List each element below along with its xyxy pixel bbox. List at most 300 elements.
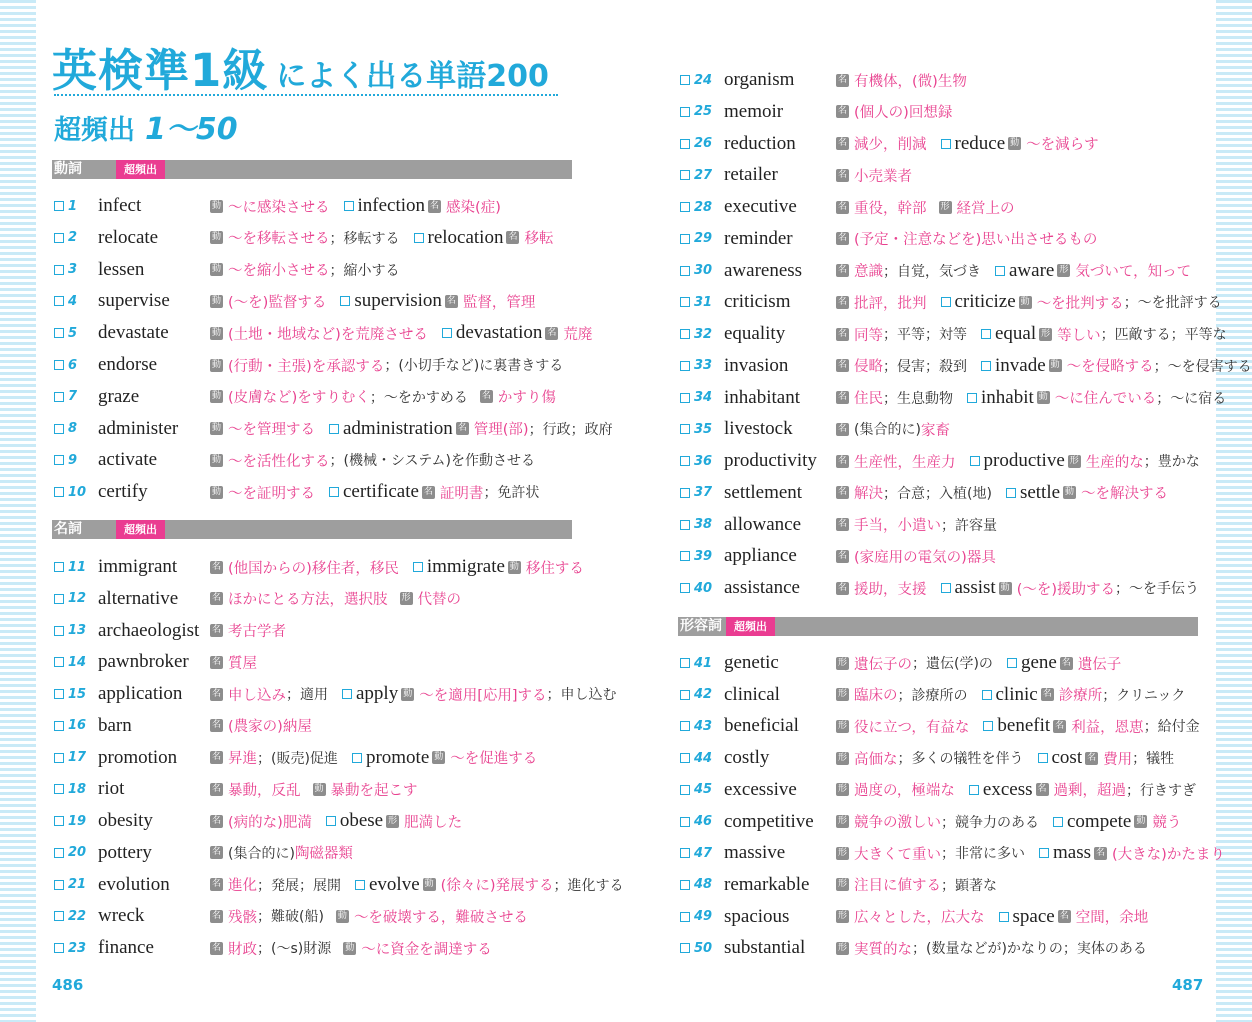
entry-number: 15 [68, 686, 87, 702]
study-checkbox[interactable] [54, 784, 64, 794]
entry-number: 34 [694, 390, 713, 405]
entry-number: 26 [694, 136, 713, 151]
section-header-adjectives [678, 617, 1198, 636]
headword: devastate [98, 322, 169, 344]
related-word: invade [995, 354, 1046, 376]
part-of-speech-icon: 動 [1010, 138, 1020, 148]
meaning-primary: 申し込み [228, 687, 286, 704]
meaning-secondary: ；行政；政府 [528, 421, 613, 438]
related-word: equal [995, 323, 1037, 344]
word-entry [54, 617, 286, 645]
entry-definition [824, 684, 1185, 706]
meaning-secondary: ；遺伝(学)の [912, 656, 993, 672]
entry-number: 40 [694, 580, 713, 596]
entry-definition [824, 938, 1147, 959]
part-of-speech-icon: 名 [211, 783, 221, 794]
study-checkbox[interactable] [54, 911, 64, 921]
entry-definition [824, 482, 1168, 504]
study-checkbox[interactable] [680, 583, 690, 593]
meaning-primary: 手当，小遣い [854, 518, 941, 534]
headword: endorse [98, 354, 158, 375]
part-of-speech-icon: 名 [837, 233, 847, 244]
word-entry [54, 553, 584, 581]
related-word: settle [1019, 481, 1061, 503]
title-main: 英検準1級 [52, 44, 269, 97]
related-checkbox[interactable] [340, 296, 350, 306]
meaning-primary: (個人の)回想録 [854, 105, 953, 122]
meaning-primary: 同等 [854, 327, 883, 344]
meaning-primary: 質屋 [228, 655, 257, 672]
word-entry [54, 446, 535, 474]
part-of-speech-icon: 名 [1037, 784, 1047, 795]
headword: relocate [98, 226, 159, 248]
headword: beneficial [724, 715, 799, 737]
related-checkbox[interactable] [981, 329, 991, 339]
entry-definition [824, 228, 1097, 249]
entry-number: 49 [694, 909, 713, 925]
related-checkbox[interactable] [999, 912, 1009, 922]
entry-number: 37 [694, 485, 713, 501]
related-word: administration [343, 417, 453, 439]
part-of-speech-icon: 名 [837, 201, 847, 212]
related-word: inhabit [981, 386, 1034, 408]
related-checkbox[interactable] [342, 689, 352, 699]
part-of-speech-icon: 名 [837, 392, 847, 402]
headword: barn [98, 714, 132, 736]
related-checkbox[interactable] [982, 690, 992, 700]
meaning-primary: 〜を適用[応用]する [419, 687, 547, 704]
headword: allowance [724, 513, 802, 535]
study-checkbox[interactable] [54, 562, 64, 572]
meaning-primary: ほかにとる方法，選択肢 [228, 592, 388, 609]
part-of-speech-icon: 名 [837, 487, 847, 498]
part-of-speech-icon: 名 [837, 423, 847, 434]
study-checkbox[interactable] [54, 657, 64, 667]
part-of-speech-icon: 形 [837, 689, 847, 700]
entry-definition [198, 556, 584, 578]
meaning-primary: (〜を)援助する [1016, 581, 1116, 598]
related-word: clinic [995, 683, 1038, 705]
subtitle-range: 1〜50 [145, 112, 238, 147]
related-word: relocation [427, 226, 504, 248]
headword: evolution [98, 873, 170, 895]
part-of-speech-icon: 動 [1065, 487, 1075, 498]
entry-definition [824, 70, 967, 91]
part-of-speech-icon: 動 [403, 688, 413, 699]
word-entry [680, 649, 1121, 677]
entry-definition [198, 842, 353, 863]
section-category: 形容詞 [680, 618, 722, 634]
study-checkbox[interactable] [680, 297, 690, 307]
headword: equality [724, 323, 786, 344]
meaning-secondary: ；競争力のある [941, 814, 1039, 831]
meaning-primary: 生産的な [1085, 454, 1144, 471]
part-of-speech-icon: 動 [211, 391, 221, 402]
part-of-speech-icon: 動 [434, 752, 444, 762]
study-checkbox[interactable] [54, 328, 64, 338]
entry-number: 32 [694, 326, 713, 342]
meaning-primary: (農家の)納屋 [228, 719, 312, 736]
part-of-speech-icon: 名 [837, 138, 847, 148]
related-checkbox[interactable] [326, 816, 336, 826]
part-of-speech-icon: 形 [837, 657, 847, 668]
part-of-speech-icon: 名 [423, 486, 433, 497]
meaning-secondary: ；適用 [286, 687, 328, 703]
meaning-secondary: ；〜をかすめる [369, 389, 468, 406]
part-of-speech-icon: 名 [211, 625, 221, 635]
entry-definition [198, 322, 592, 344]
meaning-primary: 移転 [524, 231, 554, 248]
meaning-primary: 昇進 [228, 751, 257, 767]
study-checkbox[interactable] [680, 880, 690, 890]
related-checkbox[interactable] [355, 880, 365, 890]
meaning-primary: (病的な)肥満 [228, 814, 312, 831]
entry-definition [824, 811, 1181, 833]
entry-number: 16 [68, 718, 87, 734]
related-checkbox[interactable] [352, 753, 362, 763]
meaning-secondary: ；〜を侵害する [1153, 358, 1252, 375]
part-of-speech-icon: 名 [837, 550, 847, 561]
meaning-primary: 注目に値する [854, 878, 941, 895]
meaning-primary: 広々とした，広大な [854, 910, 985, 927]
meaning-primary: 暴動を起こす [330, 782, 418, 799]
headword: riot [98, 778, 125, 800]
study-checkbox[interactable] [680, 170, 690, 180]
study-checkbox[interactable] [54, 626, 64, 636]
entry-definition [824, 906, 1148, 928]
related-checkbox[interactable] [969, 785, 979, 795]
entry-definition [198, 418, 613, 440]
related-word: mass [1053, 842, 1091, 864]
headword: supervise [98, 290, 170, 312]
related-checkbox[interactable] [983, 721, 993, 731]
word-entry [54, 744, 537, 772]
study-checkbox[interactable] [680, 785, 690, 795]
meaning-primary: 過度の，極端な [854, 783, 955, 800]
entry-definition [198, 747, 537, 769]
study-checkbox[interactable] [680, 912, 690, 922]
headword: settlement [724, 481, 803, 503]
entry-definition [198, 874, 623, 896]
section-category: 名詞 [54, 521, 82, 537]
meaning-primary: 〜を管理する [228, 422, 315, 439]
related-checkbox[interactable] [941, 583, 951, 593]
study-checkbox[interactable] [54, 265, 64, 275]
meaning-secondary: ；クリニック [1102, 687, 1186, 704]
study-checkbox[interactable] [54, 296, 64, 306]
entry-definition [198, 450, 535, 471]
part-of-speech-icon: 動 [345, 942, 355, 953]
related-checkbox[interactable] [442, 328, 452, 338]
meaning-primary: かすり傷 [497, 390, 556, 407]
meaning-secondary: ；申し込む [546, 687, 617, 703]
meaning-primary: 費用 [1103, 751, 1133, 768]
meaning-primary: 臨床の [854, 688, 898, 705]
word-entry [54, 902, 528, 930]
related-checkbox[interactable] [1053, 817, 1063, 827]
meaning-primary: 感染(症) [446, 199, 501, 216]
related-checkbox[interactable] [1006, 488, 1016, 498]
meaning-primary: (〜を)監督する [228, 294, 327, 311]
meaning-secondary: ；(機械・システム)を作動させる [329, 453, 536, 470]
entry-definition [198, 588, 461, 609]
word-entry [680, 744, 1174, 772]
study-checkbox[interactable] [680, 488, 690, 498]
related-checkbox[interactable] [413, 562, 423, 572]
related-checkbox[interactable] [941, 139, 951, 149]
entry-number: 48 [694, 877, 713, 893]
meaning-primary: 〜に資金を調達する [361, 941, 492, 958]
meaning-primary: 〜を促進する [450, 751, 538, 767]
meaning-secondary: ；縮小する [329, 262, 400, 279]
entry-number: 27 [694, 167, 713, 183]
study-checkbox[interactable] [54, 392, 64, 402]
study-checkbox[interactable] [680, 329, 690, 339]
part-of-speech-icon: 名 [211, 688, 221, 699]
entry-definition [198, 620, 286, 641]
related-checkbox[interactable] [967, 393, 977, 403]
meaning-secondary: (集合的に) [228, 845, 295, 862]
word-entry [54, 383, 556, 411]
related-word: apply [356, 683, 399, 704]
word-entry [680, 447, 1200, 475]
related-checkbox[interactable] [1007, 658, 1017, 668]
study-checkbox[interactable] [680, 202, 690, 212]
entry-number: 11 [68, 559, 87, 575]
related-checkbox[interactable] [981, 361, 991, 371]
related-checkbox[interactable] [414, 233, 424, 243]
page-number-right: 487 [1172, 976, 1204, 994]
entry-number: 29 [694, 231, 713, 247]
left-stripe-border [0, 0, 36, 1022]
entry-definition [824, 546, 996, 567]
part-of-speech-icon: 名 [211, 656, 221, 667]
related-word: infection [357, 195, 426, 216]
study-checkbox[interactable] [54, 487, 64, 497]
entry-number: 44 [694, 750, 713, 766]
meaning-primary: 〜を縮小させる [228, 263, 330, 280]
word-entry [680, 934, 1147, 962]
headword: invasion [724, 354, 789, 376]
study-checkbox[interactable] [54, 848, 64, 858]
related-checkbox[interactable] [941, 297, 951, 307]
study-checkbox[interactable] [680, 817, 690, 827]
study-checkbox[interactable] [680, 551, 690, 561]
word-entry [680, 415, 950, 443]
meaning-primary: 小売業者 [854, 168, 912, 185]
meaning-primary: 陶磁器類 [294, 846, 353, 863]
study-checkbox[interactable] [54, 721, 64, 731]
part-of-speech-icon: 動 [1000, 582, 1010, 593]
study-checkbox[interactable] [680, 361, 690, 371]
meaning-primary: 〜を移転させる [228, 231, 330, 248]
part-of-speech-icon: 名 [1055, 720, 1065, 731]
headword: alternative [98, 587, 179, 609]
part-of-speech-icon: 名 [430, 200, 440, 211]
entry-definition [824, 419, 950, 440]
study-checkbox[interactable] [680, 424, 690, 434]
page-number-left: 486 [52, 976, 84, 994]
headword: spacious [724, 905, 790, 927]
title-rest: によく出る単語200 [276, 59, 549, 94]
part-of-speech-icon: 形 [1059, 265, 1069, 275]
entry-definition [824, 133, 1099, 155]
entry-definition [824, 197, 1015, 218]
meaning-primary: 意識 [854, 264, 883, 280]
part-of-speech-icon: 動 [509, 561, 519, 572]
part-of-speech-icon: 動 [1020, 296, 1030, 307]
study-checkbox[interactable] [54, 455, 64, 465]
part-of-speech-icon: 名 [837, 360, 847, 371]
meaning-primary: 援助，支援 [854, 581, 927, 598]
meaning-secondary: ；進化する [553, 877, 624, 894]
entry-number: 33 [694, 358, 713, 374]
related-checkbox[interactable] [970, 456, 980, 466]
word-entry [680, 479, 1168, 507]
word-entry [680, 903, 1148, 931]
study-checkbox[interactable] [680, 943, 690, 953]
entry-number: 17 [68, 750, 87, 765]
meaning-primary: 侵略 [854, 359, 883, 376]
entry-number: 31 [694, 294, 713, 310]
headword: reminder [724, 227, 793, 249]
related-checkbox[interactable] [1038, 753, 1048, 763]
meaning-secondary: ；発展；展開 [257, 877, 341, 894]
meaning-primary: (行動・主張)を承認する [228, 358, 385, 375]
study-checkbox[interactable] [680, 75, 690, 85]
word-entry [54, 478, 539, 506]
meaning-primary: 証明書 [439, 485, 484, 502]
study-checkbox[interactable] [680, 753, 690, 763]
related-word: criticize [954, 291, 1016, 313]
related-checkbox[interactable] [329, 424, 339, 434]
related-checkbox[interactable] [329, 487, 339, 497]
headword: competitive [724, 810, 814, 832]
entry-definition [824, 842, 1225, 864]
part-of-speech-icon: 名 [1095, 847, 1105, 858]
study-checkbox[interactable] [54, 943, 64, 953]
part-of-speech-icon: 動 [211, 454, 221, 465]
headword: reduction [724, 132, 796, 154]
part-of-speech-icon: 動 [1038, 392, 1048, 402]
part-of-speech-icon: 動 [211, 486, 221, 497]
part-of-speech-icon: 形 [837, 720, 847, 731]
word-entry [54, 648, 257, 676]
study-checkbox[interactable] [680, 139, 690, 149]
part-of-speech-icon: 形 [1041, 328, 1051, 339]
study-checkbox[interactable] [680, 107, 690, 117]
related-checkbox[interactable] [995, 266, 1005, 276]
part-of-speech-icon: 名 [837, 296, 847, 307]
part-of-speech-icon: 名 [457, 423, 467, 434]
study-checkbox[interactable] [680, 690, 690, 700]
study-checkbox[interactable] [680, 721, 690, 731]
part-of-speech-icon: 動 [211, 327, 221, 338]
study-checkbox[interactable] [54, 360, 64, 370]
headword: retailer [724, 164, 778, 186]
meaning-secondary: ；匹敵する；平等な [1100, 327, 1227, 343]
word-entry [680, 776, 1196, 804]
meaning-primary: 等しい [1057, 327, 1101, 344]
part-of-speech-icon: 動 [314, 783, 324, 794]
section-header-nouns [52, 520, 572, 539]
word-entry [680, 681, 1185, 709]
related-checkbox[interactable] [344, 201, 354, 211]
entry-number: 36 [694, 453, 713, 469]
study-checkbox[interactable] [54, 880, 64, 890]
headword: awareness [724, 259, 803, 281]
meaning-secondary: ；平等；対等 [883, 327, 967, 343]
meaning-primary: 〜を証明する [228, 485, 315, 502]
meaning-primary: 高価な [854, 751, 898, 768]
meaning-primary: 住民 [854, 391, 883, 407]
word-entry [680, 288, 1222, 316]
entry-definition [824, 652, 1121, 674]
study-checkbox[interactable] [54, 594, 64, 604]
headword: lessen [98, 258, 145, 280]
study-checkbox[interactable] [680, 848, 690, 858]
headword: application [98, 683, 183, 704]
word-entry [680, 66, 967, 94]
headword: archaeologist [98, 619, 200, 641]
headword: appliance [724, 545, 797, 567]
study-checkbox[interactable] [54, 689, 64, 699]
headword: remarkable [724, 873, 810, 895]
part-of-speech-icon: 名 [837, 265, 847, 275]
study-checkbox[interactable] [54, 424, 64, 434]
study-checkbox[interactable] [54, 201, 64, 211]
study-checkbox[interactable] [680, 234, 690, 244]
meaning-primary: 有機体，(微)生物 [854, 73, 967, 90]
entry-definition [198, 227, 553, 249]
meaning-secondary: (集合的に) [854, 422, 921, 439]
related-checkbox[interactable] [1039, 848, 1049, 858]
study-checkbox[interactable] [680, 658, 690, 668]
study-checkbox[interactable] [54, 233, 64, 243]
part-of-speech-icon: 動 [211, 264, 221, 275]
study-checkbox[interactable] [680, 456, 690, 466]
entry-definition [198, 715, 312, 736]
related-word: excess [982, 778, 1033, 800]
study-checkbox[interactable] [680, 266, 690, 276]
meaning-secondary: ；(〜s)財源 [257, 941, 332, 957]
part-of-speech-icon: 名 [1061, 657, 1071, 668]
meaning-primary: (家庭用の電気の)器具 [854, 549, 996, 566]
related-word: reduce [954, 132, 1006, 154]
study-checkbox[interactable] [680, 520, 690, 530]
meaning-secondary: ；非常に多い [941, 846, 1025, 863]
word-entry [54, 256, 400, 284]
entry-definition [198, 906, 528, 927]
part-of-speech-icon: 名 [211, 752, 221, 762]
entry-definition [824, 715, 1200, 737]
entry-definition [824, 355, 1252, 377]
study-checkbox[interactable] [54, 753, 64, 763]
part-of-speech-icon: 名 [837, 455, 847, 466]
headword: organism [724, 69, 795, 90]
meaning-primary: (予定・注意などを)思い出させるもの [854, 232, 1098, 249]
study-checkbox[interactable] [54, 816, 64, 826]
headword: obesity [98, 810, 153, 831]
part-of-speech-icon: 形 [1069, 455, 1079, 466]
entry-definition [824, 260, 1191, 282]
word-entry [54, 319, 592, 347]
part-of-speech-icon: 名 [211, 815, 221, 826]
entry-number: 13 [68, 623, 87, 638]
entry-definition [824, 101, 952, 122]
part-of-speech-icon: 名 [211, 720, 221, 731]
study-checkbox[interactable] [680, 393, 690, 403]
